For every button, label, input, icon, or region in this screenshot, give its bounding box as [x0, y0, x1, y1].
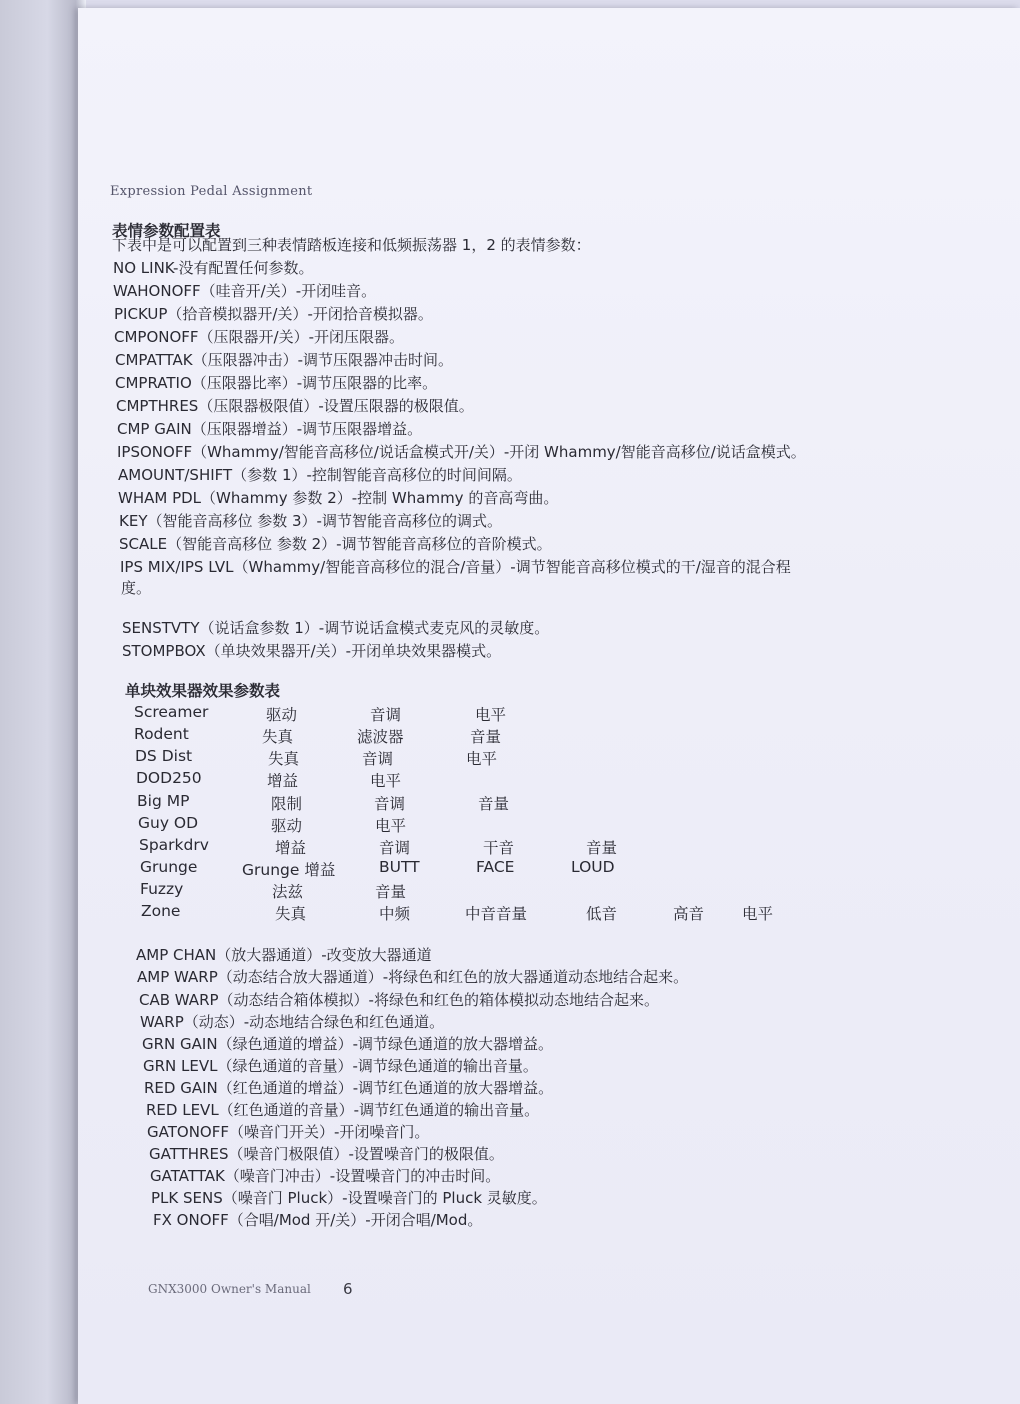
parameter-line: CMPRATIO（压限器比率）-调节压限器的比率。 [115, 374, 438, 392]
effect-parameter: 驱动 [266, 706, 298, 724]
effect-parameter: 增益 [275, 839, 307, 857]
parameter-line: RED GAIN（红色通道的增益）-调节红色通道的放大器增益。 [144, 1079, 554, 1097]
parameter-line: 度。 [121, 579, 152, 597]
effect-name: DOD250 [136, 769, 202, 787]
parameter-line: PICKUP（拾音模拟器开/关）-开闭拾音模拟器。 [114, 305, 433, 323]
effect-parameter: FACE [476, 858, 515, 876]
parameter-line: GATONOFF（噪音门开关）-开闭噪音门。 [147, 1123, 430, 1141]
parameter-line: GATTHRES（噪音门极限值）-设置噪音门的极限值。 [149, 1145, 504, 1163]
effect-parameter: 音量 [375, 883, 407, 901]
parameter-line: RED LEVL（红色通道的音量）-调节红色通道的输出音量。 [146, 1101, 540, 1119]
section-title: 表情参数配置表 [112, 222, 221, 240]
effect-parameter: 音调 [374, 795, 406, 813]
parameter-line: CAB WARP（动态结合箱体模拟）-将绿色和红色的箱体模拟动态地结合起来。 [139, 991, 659, 1009]
effect-parameter: Grunge 增益 [242, 861, 336, 879]
effect-parameter: 电平 [466, 750, 498, 768]
parameter-line: IPSONOFF（Whammy/智能音高移位/说话盒模式开/关）-开闭 Whammy/智能音高移位/说话盒模式。 [117, 443, 806, 461]
effect-parameter: 滤波器 [357, 728, 404, 746]
page-number: 6 [343, 1280, 353, 1298]
effect-parameter: 音调 [379, 839, 411, 857]
parameter-line: CMP GAIN（压限器增益）-调节压限器增益。 [117, 420, 423, 438]
page-header: Expression Pedal Assignment [110, 184, 313, 199]
effect-name: Big MP [137, 792, 190, 810]
parameter-line: FX ONOFF（合唱/Mod 开/关）-开闭合唱/Mod。 [153, 1211, 483, 1229]
parameter-line: NO LINK-没有配置任何参数。 [113, 259, 314, 277]
effect-parameter: 增益 [267, 772, 299, 790]
parameter-line: SCALE（智能音高移位 参数 2）-调节智能音高移位的音阶模式。 [119, 535, 552, 553]
effect-parameter: 干音 [483, 839, 515, 857]
effect-name: Zone [141, 902, 181, 920]
effect-parameter: 音调 [362, 750, 394, 768]
effect-parameter: 电平 [475, 706, 507, 724]
effect-name: Guy OD [138, 814, 199, 832]
parameter-line: WAHONOFF（哇音开/关）-开闭哇音。 [113, 282, 377, 300]
effect-parameter: 法兹 [272, 883, 304, 901]
effect-name: Fuzzy [140, 880, 184, 898]
table-title: 单块效果器效果参数表 [125, 682, 281, 700]
parameter-line: STOMPBOX（单块效果器开/关）-开闭单块效果器模式。 [122, 642, 502, 660]
effect-parameter: 驱动 [271, 817, 303, 835]
effect-name: Rodent [134, 725, 189, 743]
effect-name: Sparkdrv [139, 836, 209, 854]
effect-parameter: 失真 [262, 728, 294, 746]
manual-footer: GNX3000 Owner's Manual [148, 1282, 311, 1296]
effect-name: DS Dist [135, 747, 193, 765]
parameter-line: IPS MIX/IPS LVL（Whammy/智能音高移位的混合/音量）-调节智能音高移位模式的干/湿音的混合程 [120, 558, 791, 576]
effect-parameter: 中音音量 [465, 905, 528, 923]
effect-parameter: 音量 [470, 728, 502, 746]
effect-parameter: 中频 [379, 905, 411, 923]
effect-parameter: 电平 [375, 817, 407, 835]
parameter-line: CMPATTAK（压限器冲击）-调节压限器冲击时间。 [115, 351, 454, 369]
parameter-line: AMOUNT/SHIFT（参数 1）-控制智能音高移位的时间间隔。 [118, 466, 522, 484]
previous-page-edge [0, 0, 86, 1404]
parameter-line: GRN LEVL（绿色通道的音量）-调节绿色通道的输出音量。 [143, 1057, 538, 1075]
effect-parameter: 音调 [370, 706, 402, 724]
effect-name: Screamer [134, 703, 209, 721]
effect-parameter: LOUD [571, 858, 615, 876]
parameter-line: GRN GAIN（绿色通道的增益）-调节绿色通道的放大器增益。 [142, 1035, 553, 1053]
parameter-line: CMPTHRES（压限器极限值）-设置压限器的极限值。 [116, 397, 474, 415]
parameter-line: KEY（智能音高移位 参数 3）-调节智能音高移位的调式。 [119, 512, 502, 530]
effect-parameter: 电平 [370, 772, 402, 790]
effect-parameter: BUTT [379, 858, 420, 876]
parameter-line: CMPONOFF（压限器开/关）-开闭压限器。 [114, 328, 405, 346]
effect-parameter: 低音 [586, 905, 618, 923]
effect-name: Grunge [140, 858, 198, 876]
parameter-line: AMP WARP（动态结合放大器通道）-将绿色和红色的放大器通道动态地结合起来。 [137, 968, 689, 986]
effect-parameter: 高音 [673, 905, 705, 923]
effect-parameter: 音量 [478, 795, 510, 813]
effect-parameter: 失真 [275, 905, 307, 923]
parameter-line: SENSTVTY（说话盒参数 1）-调节说话盒模式麦克风的灵敏度。 [122, 619, 550, 637]
parameter-line: PLK SENS（噪音门 Pluck）-设置噪音门的 Pluck 灵敏度。 [151, 1189, 547, 1207]
effect-parameter: 限制 [271, 795, 303, 813]
parameter-line: WARP（动态）-动态地结合绿色和红色通道。 [140, 1013, 445, 1031]
parameter-line: WHAM PDL（Whammy 参数 2）-控制 Whammy 的音高弯曲。 [118, 489, 559, 507]
effect-parameter: 电平 [742, 905, 774, 923]
parameter-line: AMP CHAN（放大器通道）-改变放大器通道 [136, 946, 432, 964]
parameter-line: GATATTAK（噪音门冲击）-设置噪音门的冲击时间。 [150, 1167, 501, 1185]
effect-parameter: 失真 [268, 750, 300, 768]
effect-parameter: 音量 [586, 839, 618, 857]
parameter-line: 下表中是可以配置到三种表情踏板连接和低频振荡器 1，2 的表情参数： [112, 236, 591, 254]
